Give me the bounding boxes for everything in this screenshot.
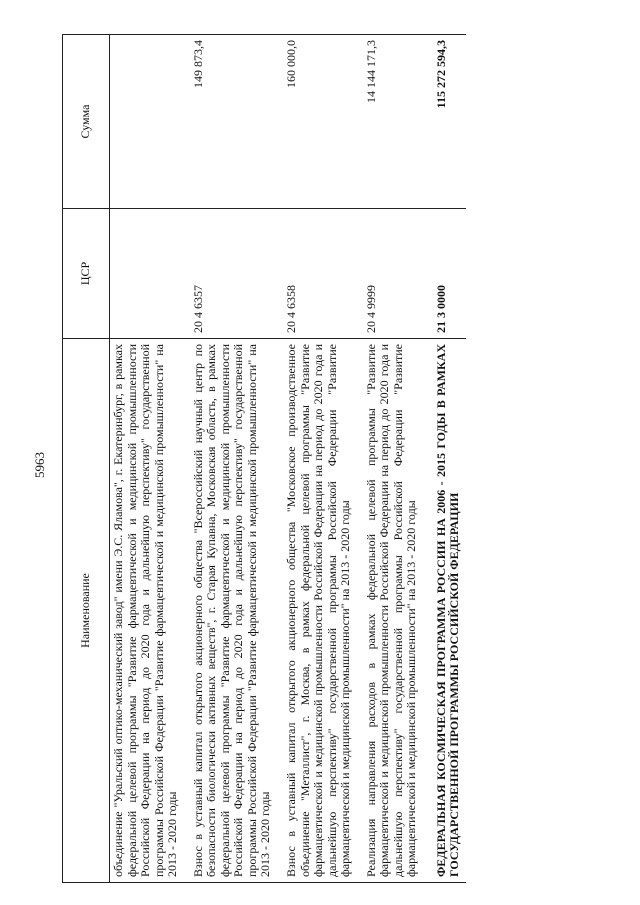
row-code: 20 4 6358: [279, 209, 359, 339]
row-code: 20 4 6357: [186, 209, 279, 339]
table-row: [359, 35, 425, 883]
row-sum: 149 873,4: [186, 35, 279, 209]
table-header-row: [63, 35, 110, 883]
total-row: [425, 35, 466, 883]
row-name: Взнос в уставный капитал открытого акционерного общества "Московское производственное объединение "Металлист", г. Москва, в рамках федеральной целевой программы "Развитие фармацевтической и медицинской промышленности Российской Федерации на период до 2020 года и дальнейшую перспективу" государственной программы Российской Федерации "Развитие фармацевтической и медицинской промышленности" на 2013 - 2020 годы: [284, 344, 353, 877]
row-sum: 160 000,0: [279, 35, 359, 209]
row-name-cell: [186, 339, 279, 883]
row-name-cell: [279, 339, 359, 883]
table-row: [279, 35, 359, 883]
budget-table: [62, 34, 466, 883]
table-row: [110, 35, 186, 883]
row-name-cell: [359, 339, 425, 883]
total-name-cell: [425, 339, 466, 883]
row-name-cell: [110, 339, 186, 883]
row-name: объединение "Уральский оптико-механический завод" имени Э.С. Яламова", г. Екатеринбург, в рамках федеральной целевой программы "Развитие фармацевтической и медицинской промышленности Российской Федерации на период до 2020 года и дальнейшую перспективу" государственной программы Российской Федерации "Развитие фармацевтической и медицинской промышленности" на 2013 - 2020 годы: [111, 344, 180, 877]
row-sum: 14 144 171,3: [359, 35, 425, 209]
total-code: 21 3 0000: [425, 209, 466, 339]
table-row: [186, 35, 279, 883]
header-name: Наименование: [63, 339, 110, 883]
row-code: 20 4 9999: [359, 209, 425, 339]
total-sum: 115 272 594,3: [425, 35, 466, 209]
total-name: ФЕДЕРАЛЬНАЯ КОСМИЧЕСКАЯ ПРОГРАММА РОССИИ НА 2006 - 2015 ГОДЫ В РАМКАХ ГОСУДАРСТВЕННОЙ ПРОГРАММЫ РОССИЙСКОЙ ФЕДЕРАЦИИ: [433, 344, 462, 877]
row-name: Взнос в уставный капитал открытого акционерного общества "Всероссийский научный центр по безопасности биологически активных веществ", г. Старая Купавна, Московская область, в рамках федеральной целевой программы "Развитие фармацевтической и медицинской промышленности Российской Федерации на период до 2020 года и дальнейшую перспективу" государственной программы Российской Федерации "Развитие фармацевтической и медицинской промышленности" на 2013 - 2020 годы: [190, 344, 273, 877]
header-sum: Сумма: [63, 35, 110, 209]
row-sum: [110, 35, 186, 209]
page-number: 5963: [32, 452, 47, 478]
row-name: Реализация направления расходов в рамках федеральной целевой программы "Развитие фармацевтической и медицинской промышленности Российской Федерации на период до 2020 года и дальнейшую перспективу" государственной программы Российской Федерации "Развитие фармацевтической и медицинской промышленности" на 2013 - 2020 годы: [363, 344, 419, 877]
rotated-page: [0, 25, 640, 905]
row-code: [110, 209, 186, 339]
header-csr: ЦСР: [63, 209, 110, 339]
